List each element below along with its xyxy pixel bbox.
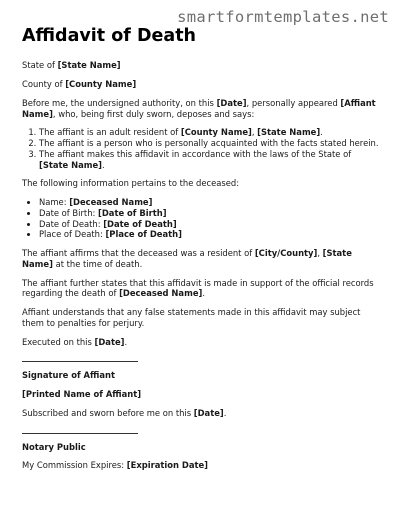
- commission-line: [22, 460, 382, 471]
- purpose-paragraph: [22, 278, 382, 300]
- expiration-date-placeholder: [Expiration Date]: [126, 460, 208, 471]
- deceased-info-item: [39, 197, 382, 208]
- statement-text: The affiant is a person who is personally acquainted with the facts stated herein.: [39, 138, 379, 148]
- info-placeholder: [Date of Birth]: [98, 207, 167, 218]
- commission-text: My Commission Expires:: [22, 460, 127, 471]
- site-watermark: smartformtemplates.net: [177, 8, 389, 26]
- document-title: Affidavit of Death: [22, 26, 197, 46]
- residence-paragraph: [22, 248, 382, 270]
- deceased-info-item: [39, 208, 382, 219]
- residence-text: at the time of death.: [52, 258, 143, 269]
- date-placeholder: [Date]: [193, 407, 224, 418]
- county-placeholder: [County Name]: [65, 79, 137, 89]
- state-placeholder: [State Name]: [22, 248, 352, 269]
- deceased-name-placeholder: [Deceased Name]: [119, 288, 203, 299]
- deceased-info-item: [39, 219, 382, 230]
- statement-text: The affiant makes this affidavit in accordance with the laws of the State of: [39, 148, 352, 159]
- state-placeholder: [State Name]: [39, 159, 103, 170]
- deceased-intro: The following information pertains to the deceased:: [22, 178, 240, 189]
- notary-label: Notary Public: [22, 441, 86, 452]
- state-line: [22, 60, 382, 71]
- statement-item: [39, 127, 382, 138]
- purpose-text: The affiant further states that this affidavit is made in support of the official records regarding the death of: [22, 277, 374, 299]
- notary-signature-line: [22, 433, 138, 434]
- statement-item: [39, 149, 382, 171]
- state-prefix: State of: [22, 60, 58, 71]
- county-prefix: County of: [22, 79, 66, 89]
- info-placeholder: [Deceased Name]: [69, 197, 153, 207]
- intro-text: , personally appeared: [246, 97, 341, 108]
- printed-name-placeholder: [Printed Name of Affiant]: [22, 389, 142, 399]
- statement-text: .: [320, 127, 323, 138]
- date-placeholder: [Date]: [216, 97, 247, 108]
- deceased-info-list: [22, 197, 382, 240]
- deceased-info-item: [39, 229, 382, 240]
- intro-text: , who, being first duly sworn, deposes and says:: [52, 108, 255, 119]
- date-placeholder: [Date]: [94, 336, 125, 347]
- statement-text: The affiant is an adult resident of: [39, 127, 181, 138]
- info-label: Date of Death:: [39, 218, 104, 229]
- info-placeholder: [Date of Death]: [103, 218, 177, 229]
- statement-text: ,: [251, 127, 258, 138]
- affiant-placeholder: [Affiant Name]: [22, 97, 376, 119]
- affidavit-document: [22, 27, 382, 479]
- signature-label: Signature of Affiant: [22, 370, 115, 381]
- statement-item: [39, 138, 382, 149]
- residence-text: The affiant affirms that the deceased was a resident of: [22, 248, 255, 258]
- info-label: Date of Birth:: [39, 207, 99, 218]
- state-placeholder: [State Name]: [57, 60, 121, 71]
- subscribed-text: .: [223, 407, 227, 418]
- subscribed-text: Subscribed and sworn before me on this: [22, 407, 194, 418]
- statement-text: .: [102, 159, 105, 170]
- executed-text: .: [124, 336, 128, 347]
- state-placeholder: [State Name]: [257, 127, 321, 138]
- county-line: [22, 79, 382, 90]
- info-label: Name:: [39, 197, 70, 207]
- executed-text: Executed on this: [22, 336, 95, 347]
- info-placeholder: [Place of Death]: [105, 229, 182, 240]
- intro-text: Before me, the undersigned authority, on this: [22, 97, 217, 108]
- subscribed-line: [22, 408, 382, 419]
- county-placeholder: [County Name]: [180, 127, 252, 138]
- perjury-paragraph: Affiant understands that any false statements made in this affidavit may subject them to penalties for perjury.: [22, 307, 361, 328]
- purpose-text: .: [202, 288, 205, 299]
- info-label: Place of Death:: [39, 229, 106, 240]
- statements-list: [22, 127, 382, 170]
- residence-text: ,: [317, 248, 323, 258]
- city-county-placeholder: [City/County]: [254, 248, 318, 258]
- affiant-signature-line: [22, 361, 138, 362]
- executed-line: [22, 337, 382, 348]
- intro-paragraph: [22, 98, 382, 120]
